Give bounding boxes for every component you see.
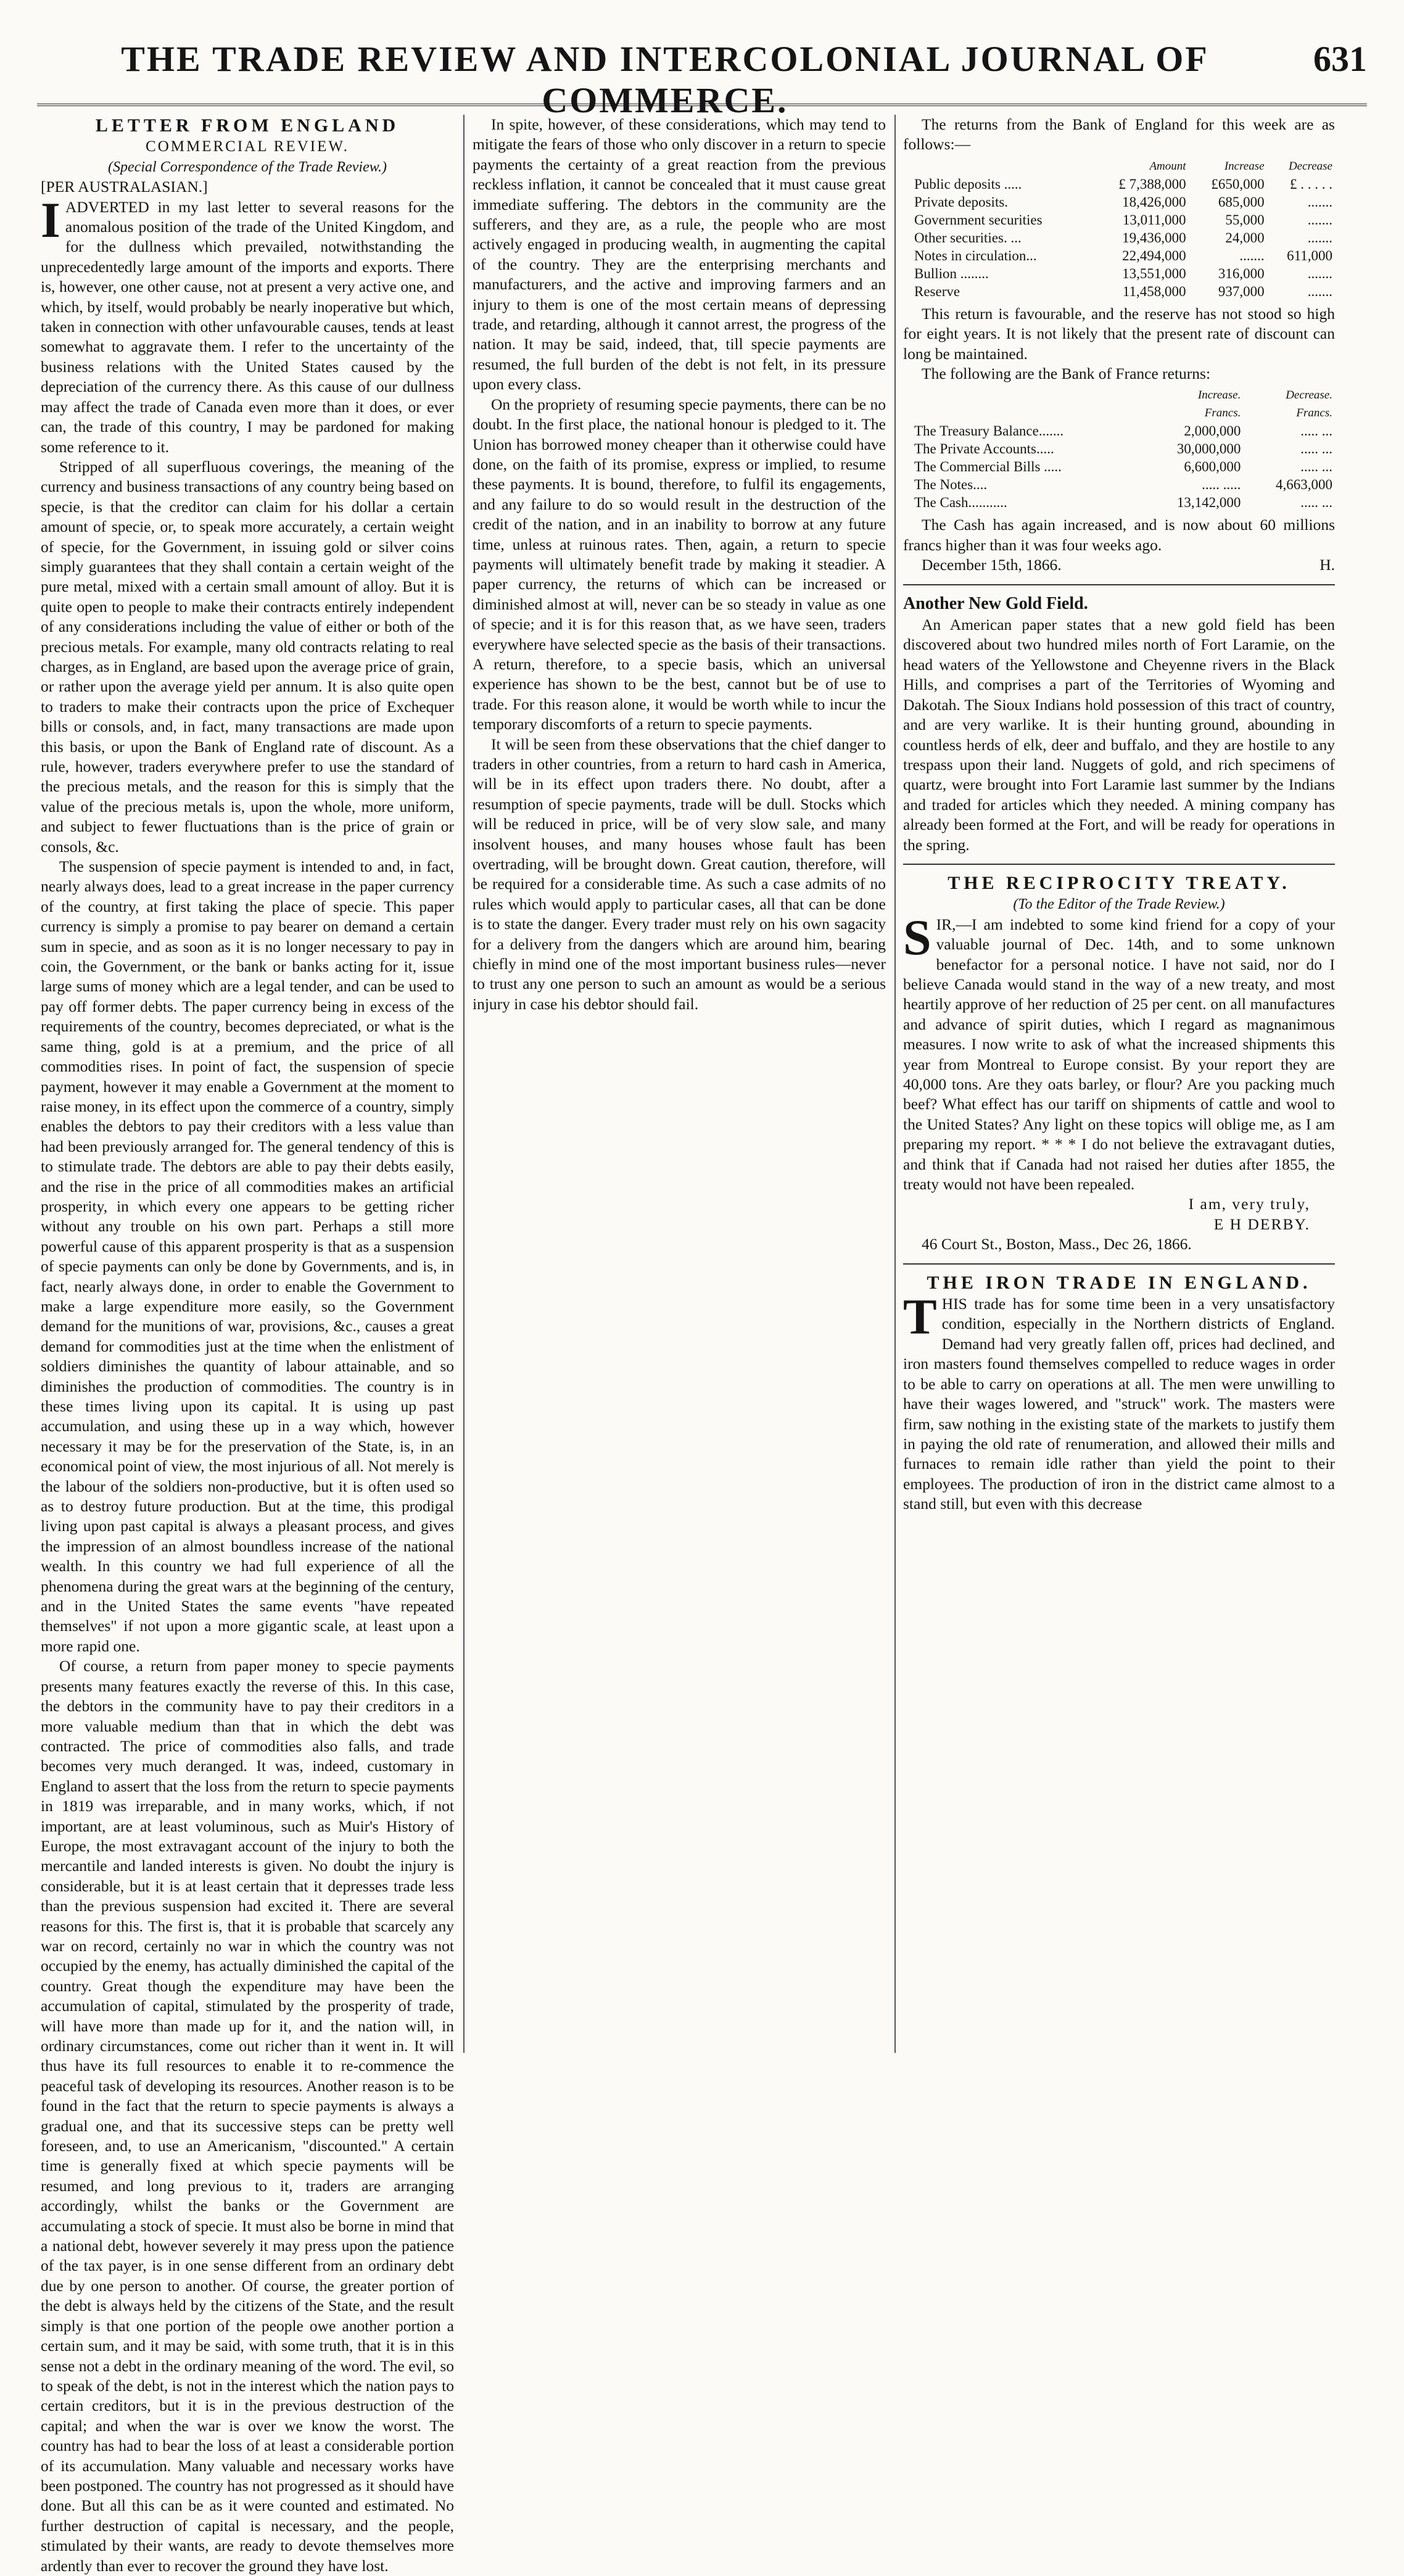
table-cell-label: Bullion ........ [914, 265, 989, 281]
table-cell-increase: 2,000,000 [1184, 423, 1241, 439]
table-cell-increase: 6,600,000 [1184, 459, 1241, 475]
table-cell-label: Government securities [914, 212, 1043, 228]
column-unit: Francs. [1296, 407, 1332, 420]
drop-cap: T [903, 1289, 937, 1345]
reciprocity-closing: I am, very truly, [1188, 1195, 1310, 1213]
paragraph-text: IR,—I am indebted to some kind friend for a copy of your valuable journal of Dec. 14th, and to some unknown benefactor for a personal notice. I have not said, nor do I believe Canada would stand in the way of a new treaty, and most heartily approve of her reduction of 25 per cent. on all manufactures and advance of spirit duties, which I regard as magnanimous measures. I now write to ask of what the increased shipments this year from Montreal to Europe consist. By your report they are 40,000 tons. Are they oats barley, or flour? Are you packing much beef? What effect has our tariff on shipments of cattle and wool to the United States? Any light on these topics will oblige me, as I am preparing my report. * * * I do not believe the extravagant duties, and think that if Canada had not raised her duties after 1855, the treaty would not have been repealed. [903, 915, 1335, 1194]
column-rule [894, 115, 896, 2053]
table-cell-decrease: ..... ... [1300, 423, 1332, 439]
table-cell-increase: 685,000 [1218, 194, 1265, 210]
table-cell-label: Reserve [914, 283, 960, 299]
table-cell-increase: 13,142,000 [1176, 495, 1241, 511]
table-cell-amount: 22,494,000 [1122, 247, 1186, 263]
table-cell-amount: 18,426,000 [1122, 194, 1186, 210]
letter-byline: (Special Correspondence of the Trade Review.) [108, 159, 387, 175]
letter-paragraph [41, 191, 454, 457]
page-number: 631 [1313, 39, 1367, 79]
letter-paragraph: On the propriety of resuming specie payments, there can be no doubt. In the first place, the national honour is pledged to it. The Union has borrowed money cheaper than it otherwise could have done, on the faith of its promise, express or implied, to resume these payments. It is bound, therefore, to fulfil its engagements, and any failure to do so would result in the destruction of the credit of the nation, and in an inability to borrow at any future time, unless at ruinous rates. Then, again, a return to specie payments will ultimately benefit trade by making it steadier. A paper currency, the returns of which can be increased or diminished almost at will, never can be so steady in value as one of specie; and it is for this reason that, as we have seen, traders everywhere have selected specie as the basis of their transactions. A return, therefore, to a specie basis, which an universal experience has shown to be the best, cannot but be of use to trade. For this reason alone, it would be worth while to incur the temporary discomforts of a return to specie payments. [473, 395, 886, 733]
table-cell-amount: 11,458,000 [1122, 283, 1186, 299]
table-row [912, 458, 1335, 476]
column-2 [473, 115, 886, 2053]
letter-subtitle: COMMERCIAL REVIEW. [146, 138, 349, 155]
table-row [912, 211, 1335, 229]
column-header: Amount [1149, 159, 1186, 173]
table-cell-label: The Commercial Bills ..... [914, 459, 1062, 475]
table-row [912, 440, 1335, 458]
reciprocity-signature: E H DERBY. [1213, 1215, 1310, 1233]
divider [903, 1263, 1335, 1265]
table-cell-decrease: ....... [1307, 194, 1332, 210]
table-cell-increase: ..... ..... [1202, 477, 1241, 493]
table-cell-label: Private deposits. [914, 194, 1009, 210]
table-row [912, 193, 1335, 211]
bank-of-england-table [912, 157, 1335, 300]
table-row [912, 493, 1335, 511]
letter-date: December 15th, 1866. [922, 556, 1062, 574]
letter-paragraph: The following are the Bank of France returns: [922, 365, 1211, 383]
column-1 [41, 115, 454, 2575]
table-row [912, 265, 1335, 283]
table-cell-amount: 19,436,000 [1122, 229, 1186, 246]
gold-field-body: An American paper states that a new gold field has been discovered about two hundred miles north of Fort Laramie, on the head waters of the Yellowstone and Cheyenne rivers in the Black Hills, and comprises a part of the Territories of Wyoming and Dakotah. The Sioux Indians hold possession of this tract of country, and are very warlike. It is their hunting ground, abounding in countless herds of elk, deer and buffalo, and they are hostile to any trespass upon their land. Nuggets of gold, and rich specimens of quartz, were brought into Fort Laramie last summer by the Indians and traded for articles which they needed. A mining company has already been formed at the Fort, and will be ready for operations in the spring. [903, 616, 1335, 854]
table-cell-label: The Treasury Balance....... [914, 423, 1064, 439]
table-cell-increase: 24,000 [1225, 229, 1265, 246]
letter-via: [PER AUSTRALASIAN.] [41, 178, 208, 196]
table-cell-increase: 937,000 [1218, 283, 1265, 299]
drop-cap: I [41, 191, 60, 248]
table-cell-decrease: ..... ... [1300, 495, 1332, 511]
table-cell-label: Public deposits ..... [914, 176, 1022, 192]
divider [903, 864, 1335, 865]
table-cell-increase: 316,000 [1218, 265, 1265, 281]
letter-dateline [903, 555, 1335, 575]
table-cell-label: Other securities. ... [914, 229, 1022, 246]
table-cell-amount: 13,011,000 [1122, 212, 1186, 228]
table-cell-decrease: ....... [1307, 283, 1332, 299]
paragraph-text: ADVERTED in my last letter to several reasons for the anomalous position of the trade of the United Kingdom, and for the dullness which prevailed, notwithstanding the unprecedentedly large amount of the imports and exports. There is, however, one other cause, not at present a very active one, and which, by itself, would probably be nearly inoperative but which, taken in connection with other unfavourable causes, tends at least somewhat to aggravate them. I refer to the uncertainty of the business relations with the United States caused by the depreciation of the currency there. As this cause of our dullness may affect the trade of Canada even more than it does, or ever can, the trade of this country, I may be pardoned for making some reference to it. [41, 197, 454, 456]
letter-paragraph: This return is favourable, and the reserve has not stood so high for eight years. It is not likely that the present rate of discount can long be maintained. [903, 304, 1335, 363]
iron-trade-title: THE IRON TRADE IN ENGLAND. [927, 1272, 1311, 1293]
paragraph-text: HIS trade has for some time been in a very unsatisfactory condition, especially in the Northern districts of England. Demand had very greatly fallen off, prices had declined, and iron masters found themselves compelled to reduce wages in order to be able to carry on operations at all. The men were unwilling to have their wages lowered, and "struck" work. The masters were firm, saw nothing in the existing state of the markets to justify them in paying the old rate of renumeration, and allowed their mills and furnaces to remain idle rather than yield the point to their employees. The production of iron in the district came almost to a stand still, but even with this decrease [903, 1295, 1335, 1513]
reciprocity-subtitle: (To the Editor of the Trade Review.) [1013, 896, 1225, 913]
iron-trade-body [903, 1289, 1335, 1514]
table-cell-label: The Private Accounts..... [914, 441, 1054, 457]
letter-paragraph: The returns from the Bank of England for this week are as follows:— [903, 115, 1335, 154]
table-cell-amount: 13,551,000 [1122, 265, 1186, 281]
letter-paragraph: Of course, a return from paper money to specie payments presents many features exactly the reverse of this. In this case, the debtors in the community have to pay their creditors in a more valuable medium than that in which the debt was contracted. The price of commodities also falls, and trade becomes very much deranged. It was, indeed, customary in England to assert that the loss from the return to specie payments in 1819 was irreparable, and in many works, which, if not important, are at least voluminous, such as Muir's History of Europe, the most extravagant account of the injury to both the mercantile and landed interests is given. No doubt the injury is considerable, but it is at least certain that it depresses trade less than the previous suspension had excited it. There are several reasons for this. The first is, that it is probable that scarcely any war on record, certainly no war in which the country was not occupied by the enemy, has actually diminished the capital of the country. Great though the expenditure may have been the accumulation of capital, stimulated by the prosperity of trade, will have more than made up for it, and the nation will, in ordinary circumstances, come out richer than it went in. It will thus have its full resources to enable it to re-commence the peaceful task of developing its resources. Another reason is to be found in the fact that the return to specie payments is always a gradual one, and that its successive steps can be pretty well foreseen, and, to use an Americanism, "discounted." A certain time is generally fixed at which specie payments will be resumed, and long previous to it, traders are arranging accordingly, whilst the banks or the Government are accumulating a stock of specie. It must also be borne in mind that a national debt, however severely it may press upon the patience of the tax payer, is in one sense different from an ordinary debt due by one person to another. Of course, the greater portion of the debt is always held by the citizens of the State, and the result simply is that one portion of the people owe another portion a certain sum, and it may be said, with some truth, that it is in this sense not a debt in the ordinary meaning of the word. The evil, so to speak of the debt, is not in the interest which the nation pays to certain creditors, but it is in the previous destruction of the capital; and when the war is over we know the worst. The country has had to bear the loss of at least a considerable portion of its accumulation. Many valuable and necessary works have been postponed. The country has not progressed as it should have done. But all this can be as it were counted and estimated. No further destruction of capital is necessary, and the people, stimulated by their wants, are ready to devote themselves more ardently than ever to recover the ground they have lost. [41, 1657, 454, 2575]
table-cell-decrease: 4,663,000 [1276, 477, 1332, 493]
letter-signature: H. [1319, 556, 1335, 574]
table-cell-decrease: ....... [1307, 212, 1332, 228]
table-cell-increase: ....... [1239, 247, 1265, 263]
table-cell-amount: £ 7,388,000 [1118, 176, 1186, 192]
letter-title: LETTER FROM ENGLAND [95, 115, 400, 136]
table-cell-decrease: 611,000 [1287, 247, 1332, 263]
table-cell-decrease: ....... [1307, 229, 1332, 246]
table-cell-decrease: £ . . . . . [1290, 176, 1332, 192]
table-cell-increase: 55,000 [1225, 212, 1265, 228]
table-cell-label: The Notes.... [914, 477, 988, 493]
column-header: Decrease [1288, 159, 1332, 173]
table-cell-label: The Cash........... [914, 495, 1007, 511]
table-row [912, 175, 1335, 193]
table-cell-label: Notes in circulation... [914, 247, 1037, 263]
table-cell-increase: 30,000,000 [1176, 441, 1241, 457]
column-header: Increase [1224, 159, 1265, 173]
letter-paragraph: In spite, however, of these considerations, which may tend to mitigate the fears of those who only discover in a return to specie payments the certainty of a great reaction from the previous reckless inflation, it cannot be concealed that it must cause great immediate suffering. The debtors in the community are the sufferers, and they are, as a rule, the people who are most actively engaged in producing wealth, in augmenting the capital of the country. They are the enterprising merchants and manufacturers, and the active and improving farmers and an injury to them is one of the most certain means of depressing trade, and retarding, although it cannot arrest, the progress of the nation. It may be said, indeed, that, till specie payments are resumed, the full burden of the debt is not felt, in its pressure upon every class. [473, 115, 886, 394]
table-cell-decrease: ..... ... [1300, 459, 1332, 475]
column-header: Decrease. [1286, 389, 1332, 402]
table-row [912, 476, 1335, 493]
table-row [912, 229, 1335, 247]
table-cell-increase: £650,000 [1211, 176, 1265, 192]
letter-paragraph: It will be seen from these observations that the chief danger to traders in other countries, from a return to hard cash in America, will be in its effect upon traders there. No doubt, after a resumption of specie payments, trade will be dull. Stocks which will be reduced in price, will be of very slow sale, and many insolvent houses, and many houses whose fault has been overtrading, will be brought down. Great caution, therefore, will be required for a considerable time. As such a case admits of no rules which would apply to particular cases, all that can be done is to state the danger. Every trader must rely on his own sagacity for a delivery from the dangers which are around him, bearing chiefly in mind one of the most important business rules—never to trust any one person to such an amount as would be a serious injury in case his debtor should fail. [473, 735, 886, 1013]
page-header [37, 11, 1367, 120]
divider [903, 584, 1335, 585]
letter-paragraph: Stripped of all superfluous coverings, the meaning of the currency and business transactions of any country being based on specie, is that the creditor can claim for his dollar a certain amount of specie, or, to speak more accurately, a certain weight of specie, for the Government, in issuing gold or silver coins simply guarantees that they shall contain a certain weight of the pure metal, mixed with a certain small amount of alloy. But it is quite open to people to make their contracts entirely independent of any considerations including the value of either or both of the precious metals. For example, many old contracts relating to real charges, as in England, are based upon the average price of grain, or rather upon the average yield per annum. It is also quite open to traders to make their contracts upon the price of Exchequer bills or consols, and, in fact, many transactions are made upon this basis, or upon the Bank of England rate of discount. As a rule, however, traders everywhere prefer to use the standard of the precious metals, and the reason for this is simply that the value of the precious metals is, upon the whole, more uniform, and subject to fewer fluctuations than is the price of grain or consols, &c. [41, 457, 454, 856]
drop-cap: S [903, 909, 931, 965]
column-header: Increase. [1197, 389, 1241, 402]
column-unit: Francs. [1204, 407, 1241, 420]
letter-paragraph: The Cash has again increased, and is now about 60 millions francs higher than it was four weeks ago. [903, 516, 1335, 554]
table-cell-decrease: ..... ... [1300, 441, 1332, 457]
reciprocity-title: THE RECIPROCITY TREATY. [948, 872, 1290, 893]
table-row [912, 283, 1335, 300]
table-row [912, 422, 1335, 440]
table-row [912, 247, 1335, 265]
column-rule [463, 115, 465, 2053]
column-3 [903, 115, 1335, 2053]
journal-title: THE TRADE REVIEW AND INTERCOLONIAL JOURNAL OF COMMERCE. [121, 39, 1209, 120]
reciprocity-body [903, 909, 1335, 1195]
gold-field-title: Another New Gold Field. [903, 593, 1088, 613]
letter-paragraph: The suspension of specie payment is intended to and, in fact, nearly always does, lead to a great increase in the paper currency of the country, at first taking the place of specie. This paper currency is simply a promise to pay bearer on demand a certain sum in specie, and as soon as it is no longer necessary to pay in coin, the Government, or the bank or banks acting for it, issue large sums of money which are a legal tender, and can be used to pay off former debts. The paper currency being in excess of the requirements of the country, becomes depreciated, or what is the same thing, gold is at a premium, and the price of all commodities rises. In point of fact, the suspension of specie payment, however it may enable a Government at the moment to raise money, in its effect upon the commerce of a country, simply enables the debtors to pay their creditors with a less value than had been previously arranged for. The general tendency of this is to stimulate trade. The debtors are able to pay their debts easily, and the rise in the price of all commodities makes an artificial prosperity, in which every one appears to be getting richer without any trouble on his own part. Perhaps a still more powerful cause of this apparent prosperity is that as a suspension of specie payments can only be done by Governments, and is, in fact, nearly always done, in order to enable the Government to make a large expenditure more easily, so the Government demand for the munitions of war, provisions, &c., causes a great demand for commodities just at the time when the enlistment of soldiers diminishes the quantity of labour attainable, and so diminishes the production of commodities. The country is in these times living upon its capital. It is using up past accumulation, and using these up in a way which, however necessary it may be for the preservation of the State, is, in an economical point of view, the most injurious of all. Not merely is the labour of the soldiers non-productive, but it is often used so as to destroy future production. But at the time, this prodigal living upon past capital is always a pleasant process, and gives the impression of an almost boundless increase of the national wealth. In this country we had full experience of all the phenomena during the great wars at the beginning of the century, and in the United States the same events "have repeated themselves" if not upon a more gigantic scale, at least upon a more rapid one. [41, 857, 454, 1655]
table-cell-decrease: ....... [1307, 265, 1332, 281]
reciprocity-address: 46 Court St., Boston, Mass., Dec 26, 1866. [922, 1235, 1192, 1253]
bank-of-france-table [912, 386, 1335, 511]
